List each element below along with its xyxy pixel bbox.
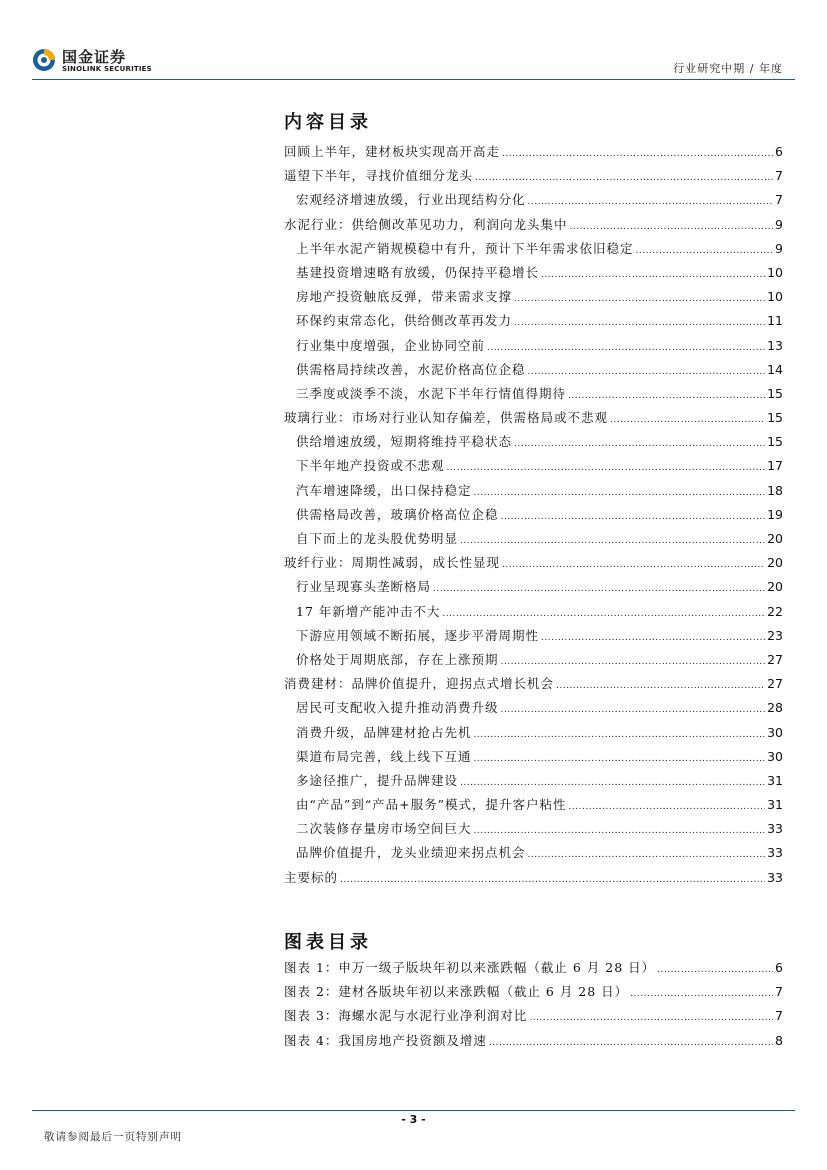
toc-entry-title: 回顾上半年，建材板块实现高开高走 <box>284 144 501 159</box>
dot-leader <box>502 560 765 570</box>
toc-entry[interactable] <box>284 650 783 674</box>
toc-entry[interactable] <box>284 529 783 553</box>
toc-entry[interactable] <box>284 287 783 311</box>
toc-entry-title: 行业呈现寡头垄断格局 <box>296 579 432 595</box>
toc-entry[interactable] <box>284 698 783 722</box>
toc-entry-page: 20 <box>767 579 783 595</box>
toc-entry-title: 行业集中度增强，企业协同空前 <box>296 337 486 353</box>
toc-entry[interactable] <box>284 166 783 190</box>
toc-entry[interactable] <box>284 958 783 982</box>
toc-entry[interactable] <box>284 505 783 529</box>
toc-entry-page: 11 <box>767 313 783 329</box>
dot-leader <box>501 512 766 522</box>
dot-leader <box>447 463 766 473</box>
toc-entry-title: 宏观经济增速放缓，行业出现结构分化 <box>296 192 526 208</box>
dot-leader <box>501 705 766 715</box>
toc-entry-title: 居民可支配收入提升推动消费升级 <box>296 700 499 716</box>
toc-list <box>284 142 783 892</box>
toc-entry-page: 17 <box>767 458 783 474</box>
toc-entry-page: 7 <box>775 1008 783 1024</box>
header-divider <box>32 79 795 80</box>
toc-entry-page: 6 <box>775 960 783 975</box>
toc-entry-title: 遥望下半年，寻找价值细分龙头 <box>284 168 474 184</box>
toc-entry-page: 8 <box>775 1032 783 1048</box>
dot-leader <box>568 391 765 401</box>
toc-title: 内容目录 <box>284 112 372 133</box>
toc-entry-page: 30 <box>767 724 783 740</box>
dot-leader <box>340 875 765 885</box>
dot-leader <box>657 965 773 975</box>
dot-leader <box>474 488 766 498</box>
toc-entry-title: 二次装修存量房市场空间巨大 <box>296 821 472 837</box>
toc-entry-page: 27 <box>767 651 783 667</box>
toc-entry-title: 供需格局持续改善，水泥价格高位企稳 <box>296 361 526 377</box>
toc-entry-title: 汽车增速降缓，出口保持稳定 <box>296 482 472 498</box>
page-header <box>0 0 827 82</box>
dot-leader <box>556 681 765 691</box>
dot-leader <box>474 754 766 764</box>
toc-entry-page: 9 <box>775 240 783 256</box>
toc-entry[interactable] <box>284 674 783 698</box>
toc-entry-title: 自下而上的龙头股优势明显 <box>296 531 459 546</box>
sinolink-logo-icon <box>32 48 56 72</box>
toc-entry-title: 图表 3：海螺水泥与水泥行业净利润对比 <box>284 1008 528 1024</box>
toc-entry-page: 27 <box>767 676 783 692</box>
dot-leader <box>541 633 765 643</box>
toc-entry[interactable] <box>284 747 783 771</box>
toc-entry-title: 三季度或淡季不淡，水泥下半年行情值得期待 <box>296 385 567 401</box>
toc-entry-title: 17 年新增产能冲击不大 <box>296 603 441 619</box>
toc-entry[interactable] <box>284 602 783 626</box>
toc-entry-title: 基建投资增速略有放缓，仍保持平稳增长 <box>296 264 540 280</box>
toc-entry[interactable] <box>284 626 783 650</box>
toc-entry-title: 玻纤行业：周期性减弱，成长性显现 <box>284 555 501 571</box>
toc-entry-page: 22 <box>767 603 783 619</box>
page-number: - 3 - <box>401 1113 426 1126</box>
dot-leader <box>569 802 766 812</box>
toc-entry[interactable] <box>284 263 783 287</box>
toc-entry[interactable] <box>284 432 783 456</box>
toc-entry-page: 31 <box>767 772 783 788</box>
toc-entry-title: 供给增速放缓，短期将维持平稳状态 <box>296 434 513 450</box>
brand-name-cn: 国金证券 <box>62 48 127 66</box>
toc-entry-title: 图表 4：我国房地产投资额及增速 <box>284 1032 487 1048</box>
dot-leader <box>502 149 773 159</box>
dot-leader <box>529 1013 773 1023</box>
footer-divider <box>32 1110 795 1111</box>
toc-entry-title: 图表 1：申万一级子版块年初以来涨跌幅（截止 6 月 28 日） <box>284 960 656 975</box>
toc-entry[interactable] <box>284 723 783 747</box>
toc-entry[interactable] <box>284 384 783 408</box>
dot-leader <box>514 318 765 328</box>
toc-entry-page: 6 <box>775 144 783 159</box>
toc-entry[interactable] <box>284 868 783 892</box>
dot-leader <box>636 246 774 256</box>
toc-entry-page: 28 <box>767 700 783 716</box>
toc-entry[interactable] <box>284 190 783 214</box>
toc-entry[interactable] <box>284 982 783 1006</box>
toc-entry-page: 31 <box>767 797 783 813</box>
dot-leader <box>474 826 766 836</box>
toc-entry-title: 渠道布局完善，线上线下互通 <box>296 748 472 764</box>
dot-leader <box>460 778 765 788</box>
toc-entry-page: 10 <box>767 264 783 280</box>
toc-entry-page: 15 <box>767 410 783 426</box>
dot-leader <box>514 439 765 449</box>
toc-entry[interactable] <box>284 1031 783 1055</box>
toc-entry-title: 由“产品”到“产品+服务”模式，提升客户粘性 <box>296 797 567 813</box>
toc-entry-title: 下半年地产投资或不悲观 <box>296 458 445 474</box>
toc-entry[interactable] <box>284 771 783 795</box>
toc-entry-page: 13 <box>767 337 783 353</box>
toc-entry-title: 价格处于周期底部，存在上涨预期 <box>296 651 499 667</box>
toc-entry-page: 30 <box>767 748 783 764</box>
toc-entry-page: 33 <box>767 845 783 861</box>
toc-entry-title: 下游应用领域不断拓展，逐步平滑周期性 <box>296 627 540 643</box>
dot-leader <box>610 415 765 425</box>
toc-entry[interactable] <box>284 577 783 601</box>
toc-entry-page: 15 <box>767 434 783 450</box>
dot-leader <box>487 343 765 353</box>
toc-entry-title: 主要标的 <box>284 869 339 885</box>
toc-entry-page: 20 <box>767 531 783 546</box>
disclaimer-text: 敬请参阅最后一页特别声明 <box>44 1131 182 1143</box>
toc-entry[interactable] <box>284 795 783 819</box>
report-type: 行业研究中期 / 年度 <box>673 62 783 75</box>
dot-leader <box>528 850 766 860</box>
toc-entry[interactable] <box>284 553 783 577</box>
dot-leader <box>433 584 765 594</box>
toc-entry[interactable] <box>284 1006 783 1030</box>
toc-entry[interactable] <box>284 215 783 239</box>
dot-leader <box>442 609 765 619</box>
toc-entry-page: 7 <box>775 192 783 208</box>
toc-entry-title: 消费升级，品牌建材抢占先机 <box>296 724 472 740</box>
toc-entry[interactable] <box>284 239 783 263</box>
toc-entry-page: 14 <box>767 361 783 377</box>
toc-entry[interactable] <box>284 843 783 867</box>
dot-leader <box>570 222 774 232</box>
figures-title: 图表目录 <box>284 932 372 953</box>
toc-entry-title: 房地产投资触底反弹，带来需求支撑 <box>296 289 513 305</box>
dot-leader <box>541 270 765 280</box>
toc-entry-title: 多途径推广，提升品牌建设 <box>296 772 459 788</box>
toc-entry[interactable] <box>284 142 783 166</box>
toc-entry-page: 15 <box>767 385 783 401</box>
toc-entry[interactable] <box>284 336 783 360</box>
toc-entry-title: 水泥行业：供给侧改革见功力，利润向龙头集中 <box>284 216 568 232</box>
dot-leader <box>489 1038 773 1048</box>
toc-entry-page: 7 <box>775 984 783 1000</box>
toc-entry[interactable] <box>284 456 783 480</box>
toc-entry-page: 10 <box>767 289 783 305</box>
toc-entry-page: 33 <box>767 821 783 837</box>
toc-entry-page: 33 <box>767 869 783 885</box>
toc-entry[interactable] <box>284 408 783 432</box>
dot-leader <box>514 294 765 304</box>
dot-leader <box>528 367 766 377</box>
dot-leader <box>501 657 766 667</box>
toc-entry-title: 品牌价值提升，龙头业绩迎来拐点机会 <box>296 845 526 861</box>
toc-entry-title: 图表 2：建材各版块年初以来涨跌幅（截止 6 月 28 日） <box>284 984 629 1000</box>
toc-entry-title: 供需格局改善，玻璃价格高位企稳 <box>296 506 499 522</box>
toc-entry-page: 18 <box>767 482 783 498</box>
toc-entry-page: 7 <box>775 168 783 184</box>
toc-entry[interactable] <box>284 819 783 843</box>
figures-list <box>284 958 783 1055</box>
toc-entry[interactable] <box>284 311 783 335</box>
toc-entry-page: 20 <box>767 555 783 571</box>
toc-entry-page: 19 <box>767 506 783 522</box>
toc-entry-title: 环保约束常态化，供给侧改革再发力 <box>296 313 513 329</box>
toc-entry[interactable] <box>284 360 783 384</box>
toc-entry-page: 9 <box>775 216 783 232</box>
dot-leader <box>630 989 773 999</box>
toc-entry-title: 上半年水泥产销规模稳中有升，预计下半年需求依旧稳定 <box>296 240 634 256</box>
dot-leader <box>460 536 765 546</box>
dot-leader <box>528 197 774 207</box>
toc-entry-page: 23 <box>767 627 783 643</box>
toc-entry-title: 玻璃行业：市场对行业认知存偏差，供需格局或不悲观 <box>284 410 609 426</box>
toc-entry-title: 消费建材：品牌价值提升，迎拐点式增长机会 <box>284 676 555 692</box>
toc-entry[interactable] <box>284 481 783 505</box>
dot-leader <box>474 730 766 740</box>
brand-name-en: SINOLINK SECURITIES <box>62 65 152 73</box>
dot-leader <box>475 173 773 183</box>
